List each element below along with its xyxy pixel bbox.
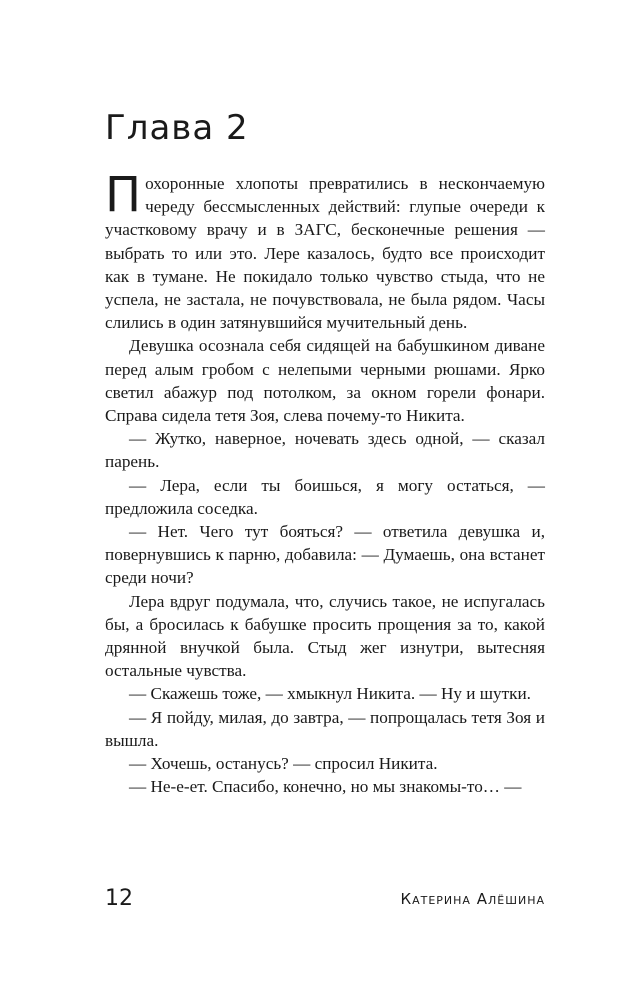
chapter-title: Глава 2 [105, 108, 249, 148]
paragraph: Девушка осознала себя сидящей на бабушкином диване перед алым гробом с нелепыми черными рюшами. Ярко светил абажур под потолком, за окном горели фонари. Справа сидела тетя Зоя, слева почему-то Никита. [105, 336, 545, 426]
paragraph: — Не-е-ет. Спасибо, конечно, но мы знакомы-то… — [129, 777, 522, 797]
drop-cap: П [105, 167, 142, 223]
chapter-text [105, 167, 545, 798]
running-head-author: Катерина Алёшина [400, 890, 545, 908]
paragraph: — Я пойду, милая, до завтра, — попрощалась тетя Зоя и вышла. [105, 707, 545, 750]
paragraph-1-text: охоронные хлопоты превратились в нескончаемую череду бессмысленных действий: глупые очереди к участковому врачу и в ЗАГС, бесконечные решения — выбрать то или это. Лере казалось, будто все происходит как в тумане. Не покидало только чувство стыда, что не успела, не застала, не почувствовала, не была рядом. Часы слились в один затянувшийся мучительный день. [105, 174, 545, 333]
paragraph: — Хочешь, останусь? — спросил Никита. [129, 754, 438, 774]
paragraph-1 [105, 167, 545, 334]
paragraph: — Лера, если ты боишься, я могу остаться, — предложила соседка. [105, 475, 545, 518]
paragraph: — Скажешь тоже, — хмыкнул Никита. — Ну и шутки. [129, 684, 531, 704]
page-footer [105, 884, 545, 914]
page-number: 12 [105, 886, 133, 911]
paragraph: — Нет. Чего тут бояться? — ответила девушка и, повернувшись к парню, добавила: — Думаешь, она встанет среди ночи? [105, 522, 545, 588]
paragraph: — Жутко, наверное, ночевать здесь одной, — сказал парень. [105, 429, 545, 472]
paragraph: Лера вдруг подумала, что, случись такое, не испугалась бы, а бросилась к бабушке просить прощения за то, какой дрянной внучкой была. Стыд жег изнутри, вытесняя остальные чувства. [105, 591, 545, 681]
